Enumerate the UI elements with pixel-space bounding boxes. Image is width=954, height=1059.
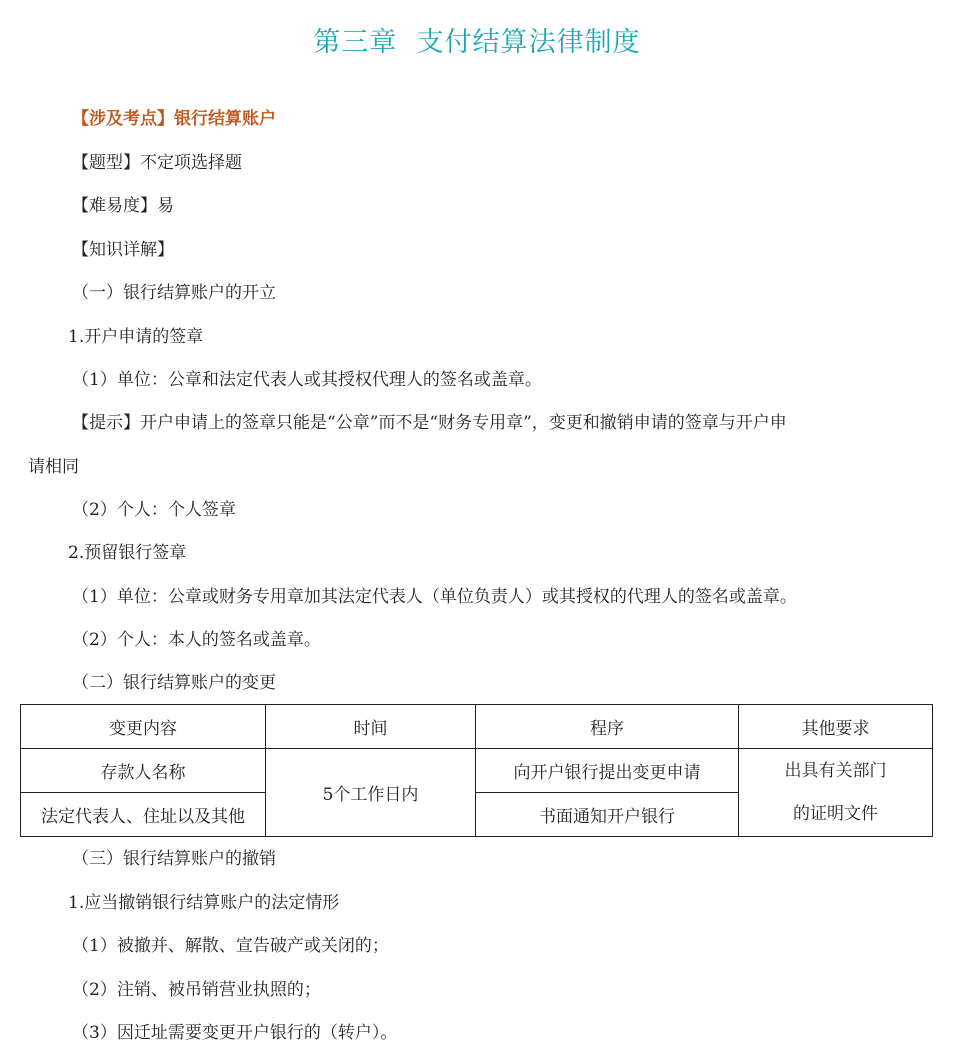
table-cell-content: 法定代表人、住址以及其他 xyxy=(21,793,266,837)
table-header-row xyxy=(21,705,933,749)
change-table xyxy=(20,704,933,837)
list-item: （1）被撤并、解散、宣告破产或关闭的； xyxy=(72,936,389,956)
subheading-reserved-seal: 2.预留银行签章 xyxy=(68,543,187,563)
list-item: （3）因迁址需要变更开户银行的（转户）。 xyxy=(72,1023,398,1043)
table-row xyxy=(21,749,933,793)
other-requirement-line1: 出具有关部门 xyxy=(784,760,887,781)
topic-label: 【涉及考点】银行结算账户 xyxy=(72,109,276,129)
table-cell-time: 5个工作日内 xyxy=(266,749,476,837)
other-requirement-line2: 的证明文件 xyxy=(793,803,878,824)
difficulty: 【难易度】易 xyxy=(72,196,174,216)
list-item: （2）个人：本人的签名或盖章。 xyxy=(72,630,321,650)
list-item: （1）单位：公章和法定代表人或其授权代理人的签名或盖章。 xyxy=(72,370,542,390)
list-item: （1）单位：公章或财务专用章加其法定代表人（单位负责人）或其授权的代理人的签名或盖章。 xyxy=(72,587,797,607)
subheading-legal-cases: 1.应当撤销银行结算账户的法定情形 xyxy=(68,893,340,913)
subheading-application-seal: 1.开户申请的签章 xyxy=(68,327,204,347)
table-header: 程序 xyxy=(476,705,739,749)
table-cell-content: 存款人名称 xyxy=(21,749,266,793)
section-heading-closing: （三）银行结算账户的撤销 xyxy=(72,849,276,869)
section-heading-opening: （一）银行结算账户的开立 xyxy=(72,283,276,303)
question-type: 【题型】不定项选择题 xyxy=(72,153,242,173)
knowledge-heading: 【知识详解】 xyxy=(72,240,174,260)
tip-text-continued: 请相同 xyxy=(28,457,79,477)
table-header: 时间 xyxy=(266,705,476,749)
list-item: （2）注销、被吊销营业执照的； xyxy=(72,980,321,1000)
table-cell-procedure: 书面通知开户银行 xyxy=(476,793,739,837)
table-header: 其他要求 xyxy=(739,705,933,749)
table-cell-other xyxy=(739,749,933,837)
list-item: （2）个人：个人签章 xyxy=(72,500,236,520)
section-heading-change: （二）银行结算账户的变更 xyxy=(72,673,276,693)
page-title: 第三章 支付结算法律制度 xyxy=(313,27,641,58)
table-cell-procedure: 向开户银行提出变更申请 xyxy=(476,749,739,793)
table-header: 变更内容 xyxy=(21,705,266,749)
tip-text: 【提示】开户申请上的签章只能是“公章”而不是“财务专用章”，变更和撤销申请的签章与开户申 xyxy=(72,413,787,433)
